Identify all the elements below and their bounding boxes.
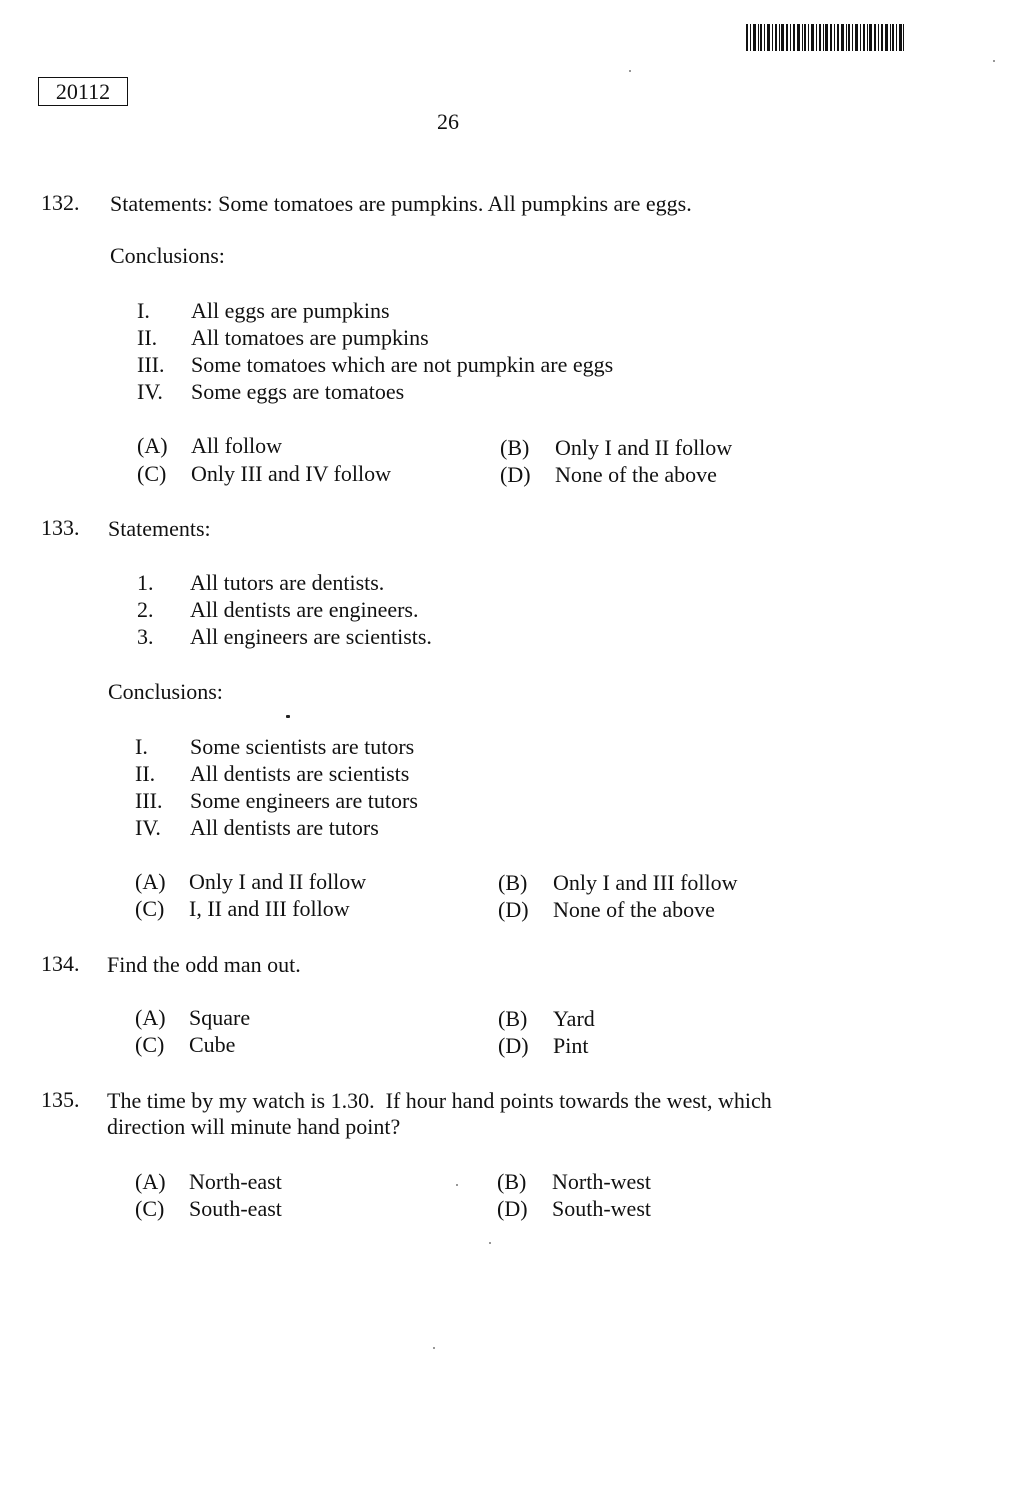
conclusions-heading: Conclusions: — [108, 679, 223, 704]
statement-label: 3. — [137, 624, 154, 649]
scan-speck — [456, 1184, 458, 1186]
conclusion-text: Some tomatoes which are not pumpkin are eggs — [191, 352, 614, 377]
option-label: (B) — [498, 1006, 528, 1031]
option-text: North-west — [552, 1169, 651, 1194]
statement-label: 1. — [137, 570, 154, 595]
option-label: (A) — [135, 1005, 166, 1030]
conclusion-text: All dentists are tutors — [190, 815, 379, 840]
conclusion-label: IV. — [135, 815, 161, 840]
option-label: (D) — [498, 1033, 529, 1058]
page-number: 26 — [437, 109, 459, 134]
option-text: Yard — [553, 1006, 595, 1031]
scan-speck — [433, 1347, 435, 1349]
option-label: (C) — [135, 1032, 165, 1057]
option-label: (A) — [135, 1169, 166, 1194]
question-number: 134. — [41, 951, 80, 976]
scan-speck — [629, 70, 631, 72]
option-text: North-east — [189, 1169, 282, 1194]
conclusion-label: I. — [137, 298, 150, 323]
conclusion-text: Some engineers are tutors — [190, 788, 418, 813]
conclusion-text: All tomatoes are pumpkins — [191, 325, 429, 350]
question-text: Find the odd man out. — [107, 952, 301, 977]
conclusion-text: All dentists are scientists — [190, 761, 410, 786]
option-label: (D) — [500, 462, 531, 487]
option-text: Square — [189, 1005, 251, 1030]
question-text: Statements: — [108, 516, 211, 541]
option-label: (D) — [497, 1196, 528, 1221]
conclusion-label: III. — [137, 352, 165, 377]
option-label: (B) — [498, 870, 528, 895]
question-text: Statements: Some tomatoes are pumpkins. All pumpkins are eggs. — [110, 191, 692, 216]
option-label: (C) — [137, 461, 167, 486]
exam-code-box: 20112 — [38, 77, 128, 106]
option-label: (C) — [135, 1196, 165, 1221]
conclusion-text: Some eggs are tomatoes — [191, 379, 405, 404]
option-text: Only I and II follow — [189, 869, 367, 894]
conclusion-label: II. — [137, 325, 158, 350]
option-label: (D) — [498, 897, 529, 922]
option-label: (B) — [500, 435, 530, 460]
option-text: Cube — [189, 1032, 236, 1057]
option-label: (B) — [497, 1169, 527, 1194]
conclusion-label: III. — [135, 788, 163, 813]
option-text: None of the above — [553, 897, 715, 922]
conclusion-label: I. — [135, 734, 148, 759]
statement-text: All engineers are scientists. — [190, 624, 432, 649]
option-text: Pint — [553, 1033, 589, 1058]
option-label: (C) — [135, 896, 165, 921]
option-text: South-east — [189, 1196, 282, 1221]
question-text-line-2: direction will minute hand point? — [107, 1114, 401, 1139]
statement-text: All tutors are dentists. — [190, 570, 385, 595]
option-text: Only I and III follow — [553, 870, 738, 895]
scan-speck — [993, 60, 995, 62]
option-text: Only I and II follow — [555, 435, 733, 460]
statement-text: All dentists are engineers. — [190, 597, 419, 622]
conclusion-label: II. — [135, 761, 156, 786]
option-text: I, II and III follow — [189, 896, 350, 921]
question-number: 133. — [41, 515, 80, 540]
question-number: 135. — [41, 1087, 80, 1112]
statement-label: 2. — [137, 597, 154, 622]
option-text: Only III and IV follow — [191, 461, 391, 486]
option-label: (A) — [135, 869, 166, 894]
question-text-line-1: The time by my watch is 1.30. If hour hand points towards the west, which — [107, 1088, 772, 1113]
conclusion-text: Some scientists are tutors — [190, 734, 415, 759]
option-text: None of the above — [555, 462, 717, 487]
conclusion-label: IV. — [137, 379, 163, 404]
conclusion-text: All eggs are pumpkins — [191, 298, 390, 323]
question-number: 132. — [41, 190, 80, 215]
option-label: (A) — [137, 433, 168, 458]
scan-speck — [286, 715, 290, 718]
barcode-image — [746, 24, 904, 51]
scan-speck — [489, 1242, 491, 1244]
option-text: All follow — [191, 433, 283, 458]
option-text: South-west — [552, 1196, 651, 1221]
conclusions-heading: Conclusions: — [110, 243, 225, 268]
